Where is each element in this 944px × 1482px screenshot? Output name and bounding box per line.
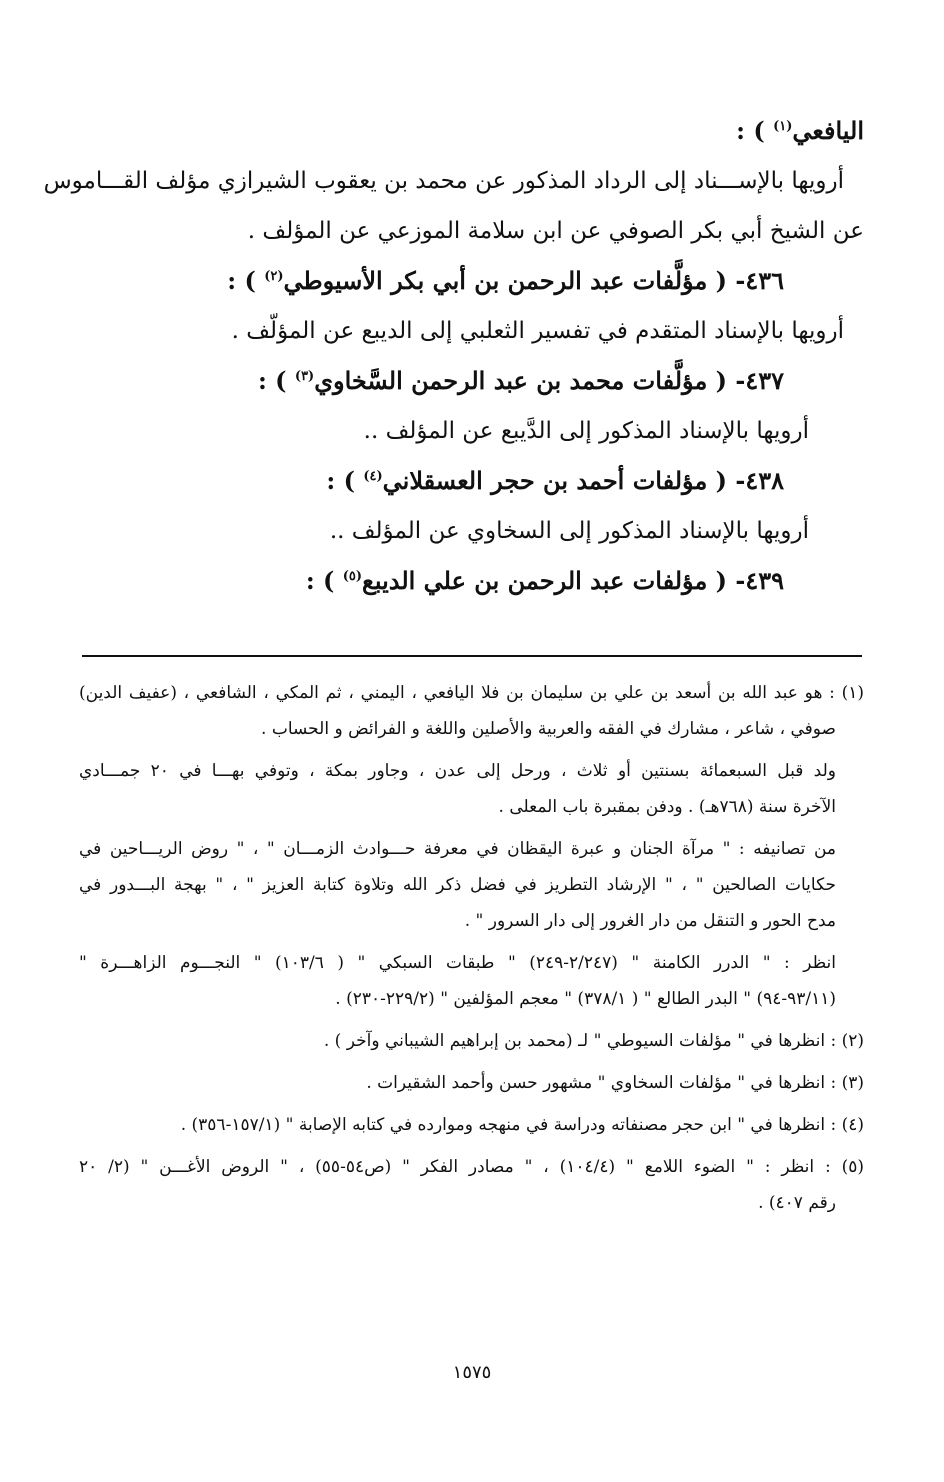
footnote-5-line: (٥) : انظر : " الضوء اللامع " (١٠٤/٤) ، " مصادر الفكر " (ص٥٤-٥٥) ، " الروض الأغـــن " (٢/ ٢٠: [79, 1157, 864, 1177]
footnote-2: (٢) : انظرها في " مؤلفات السيوطي " لـ (محمد بن إبراهيم الشيباني وآخر ) .: [323, 1031, 864, 1051]
main-text: [43, 106, 864, 606]
footnote-divider: [82, 655, 862, 657]
heading-436-text: ٤٣٦- ( مؤلَّفات عبد الرحمن بن أبي بكر الأسيوطي: [283, 266, 784, 295]
paragraph-line: أرويها بالإســـناد إلى الرداد المذكور عن محمد بن يعقوب الشيرازي مؤلف القـــاموس: [43, 168, 844, 194]
footnotes: [79, 675, 864, 1221]
heading-437-tail: ) :: [257, 366, 287, 395]
paragraph-line: عن الشيخ أبي بكر الصوفي عن ابن سلامة الموزعي عن المؤلف .: [247, 218, 864, 244]
heading-439: [79, 556, 864, 606]
heading-439-text: ٤٣٩- ( مؤلفات عبد الرحمن بن علي الديبع: [362, 566, 784, 595]
footnote-1-line: مدح الحور و التنقل من دار الغرور إلى دار السرور " .: [464, 911, 836, 931]
heading-438: [79, 456, 864, 506]
footnote-ref-1[interactable]: (١): [773, 119, 793, 134]
footnote-3: (٣) : انظرها في " مؤلفات السخاوي " مشهور حسن وأحمد الشقيرات .: [366, 1073, 864, 1093]
heading-438-tail: ) :: [326, 466, 355, 495]
page-number: ١٥٧٥: [452, 1362, 492, 1383]
footnote-1-line: حكايات الصالحين " ، " الإرشاد التطريز في فضل ذكر الله وتلاوة كتابة العزيز " ، " بهجة البـــدور في: [79, 875, 836, 895]
heading-437: [79, 356, 864, 406]
heading-438-text: ٤٣٨- ( مؤلفات أحمد بن حجر العسقلاني: [382, 466, 784, 495]
paragraph-line: أرويها بالإسناد المتقدم في تفسير الثعلبي إلى الديبع عن المؤلّف .: [231, 318, 844, 344]
footnote-1-line: من تصانيفه : " مرآة الجنان و عبرة اليقظان في معرفة حـــوادث الزمـــان " ، " روض الريـــاحين في: [79, 839, 836, 859]
paragraph-line: أرويها بالإسناد المذكور إلى السخاوي عن المؤلف ..: [329, 518, 809, 544]
footnote-4: (٤) : انظرها في " ابن حجر مصنفاته ودراسة في منهجه وموارده في كتابه الإصابة " (١٥٧/١-٣٥٦) .: [180, 1115, 864, 1135]
heading-yafii-tail: ) :: [736, 116, 765, 145]
footnote-1-line: الآخرة سنة (٧٦٨هـ) . ودفن بمقبرة باب المعلى .: [498, 797, 836, 817]
footnote-ref-2[interactable]: (٢): [264, 269, 284, 284]
heading-yafii: [79, 106, 864, 156]
heading-437-text: ٤٣٧- ( مؤلَّفات محمد بن عبد الرحمن السَّخاوي: [314, 366, 784, 395]
footnote-1-line: (٩٣/١١-٩٤) " البدر الطالع " ( ٣٧٨/١) " معجم المؤلفين " (٢٢٩/٢-٢٣٠) .: [335, 989, 836, 1009]
heading-439-tail: ) :: [305, 566, 335, 595]
footnote-ref-5[interactable]: (٥): [342, 569, 363, 584]
footnote-1-line: صوفي ، شاعر ، مشارك في الفقه والعربية والأصلين واللغة و الفرائض و الحساب .: [261, 719, 836, 739]
footnote-1-line: (١) : هو عبد الله بن أسعد بن علي بن سليمان بن فلا اليافعي ، اليمني ، ثم المكي ، الشافعي ، (عفيف الدين): [79, 683, 864, 703]
footnote-5-line: رقم ٤٠٧) .: [758, 1193, 836, 1213]
footnote-1-line: انظر : " الدرر الكامنة " (٢/٢٤٧-٢٤٩) " طبقات السبكي " ( ١٠٣/٦) " النجـــوم الزاهـــرة ": [79, 953, 836, 973]
heading-yafii-text: اليافعي: [792, 116, 864, 145]
footnote-ref-4[interactable]: (٤): [363, 469, 383, 484]
paragraph-line: أرويها بالإسناد المذكور إلى الدَّيبع عن المؤلف ..: [363, 418, 809, 444]
heading-436-tail: ) :: [227, 266, 256, 295]
footnote-ref-3[interactable]: (٣): [294, 369, 315, 384]
footnote-1-line: ولد قبل السبعمائة بسنتين أو ثلاث ، ورحل إلى عدن ، وجاور بمكة ، وتوفي بهـــا في ٢٠ جمـــادي: [79, 761, 836, 781]
heading-436: [79, 256, 864, 306]
